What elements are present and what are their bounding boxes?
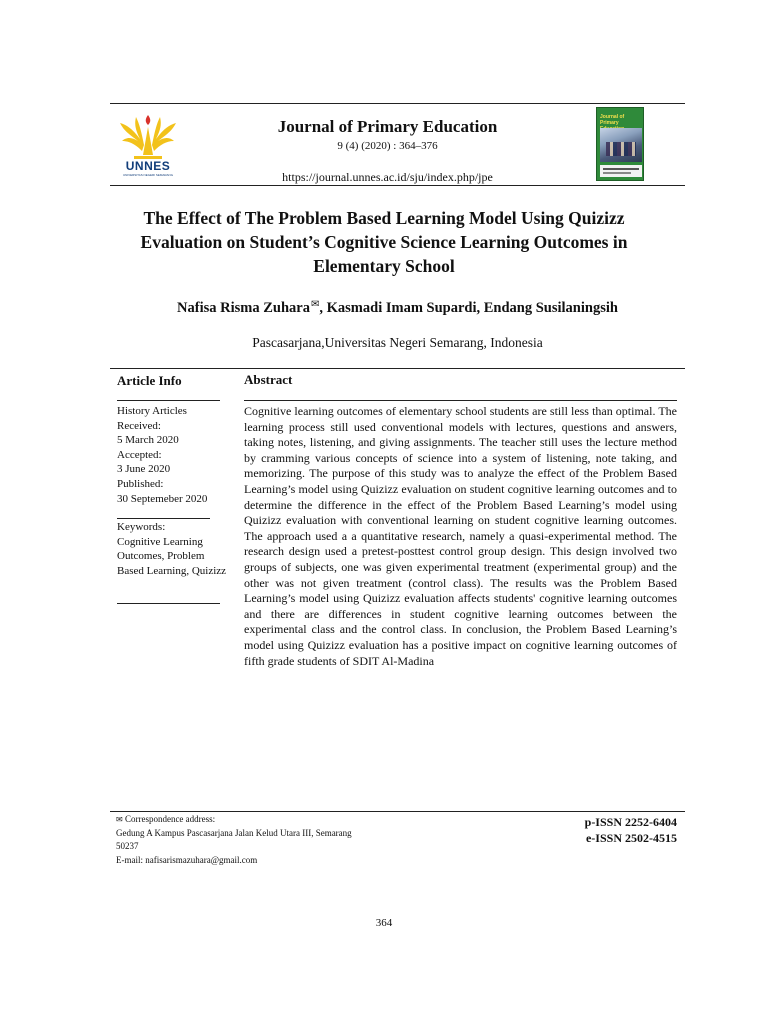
header-top-rule: [110, 103, 685, 104]
received-label: Received:: [117, 419, 161, 432]
abstract-heading: Abstract: [244, 372, 293, 387]
section-rule: [110, 368, 685, 369]
logo-subtext: UNIVERSITAS NEGERI SEMARANG: [122, 173, 174, 177]
unnes-emblem-icon: [116, 111, 180, 161]
keywords-label: Keywords:: [117, 521, 166, 533]
footer-rule: [110, 811, 685, 812]
issn-block: [540, 814, 677, 846]
envelope-icon: ✉: [116, 815, 123, 824]
page-number: 364: [375, 917, 393, 929]
article-title: The Effect of The Problem Based Learning Model Using Quizizz Evaluation on Student’s Cognitive Science Learning Outcomes in Elementary School: [140, 208, 628, 276]
info-divider: [117, 400, 220, 401]
correspondence-label: Correspondence address:: [124, 814, 216, 824]
accepted-date: 3 June 2020: [117, 463, 171, 476]
abstract-divider: [244, 400, 677, 401]
cover-strip: [600, 165, 642, 177]
published-date: 30 Septemeber 2020: [117, 492, 208, 505]
correspondence-postcode: 50237: [116, 841, 139, 851]
corresponding-author: Nafisa Risma Zuhara: [177, 300, 310, 316]
journal-cover-image: [596, 107, 644, 181]
correspondence-street: Gedung A Kampus Pascasarjana Jalan Kelud Utara III, Semarang: [116, 827, 352, 838]
article-info-heading: Article Info: [117, 373, 182, 388]
other-authors: , Kasmadi Imam Supardi, Endang Susilaningsih: [319, 300, 618, 316]
journal-title: Journal of Primary Education: [277, 117, 498, 136]
p-issn: p-ISSN 2252-6404: [584, 815, 677, 829]
info-divider: [117, 603, 220, 604]
journal-url-link[interactable]: https://journal.unnes.ac.id/sju/index.php/jpe: [282, 170, 493, 184]
logo-text: UNNES: [125, 159, 171, 173]
header-bottom-rule: [110, 185, 685, 186]
envelope-icon: ✉: [310, 299, 320, 310]
keywords: [117, 520, 229, 578]
cover-photo: [600, 128, 642, 162]
received-date: 5 March 2020: [117, 434, 179, 447]
article-history: [117, 404, 227, 506]
correspondence-address: [116, 813, 456, 867]
history-label: History Articles: [117, 405, 187, 417]
correspondence-email: E-mail: nafisarismazuhara@gmail.com: [116, 854, 258, 865]
published-label: Published:: [117, 477, 164, 490]
unnes-logo: [116, 111, 180, 181]
author-list: [110, 299, 685, 317]
cover-title: Journal of Primary: [600, 114, 625, 126]
keywords-list: Cognitive Learning Outcomes, Problem Based Learning, Quizizz: [117, 535, 227, 577]
e-issn: e-ISSN 2502-4515: [585, 831, 677, 845]
accepted-label: Accepted:: [117, 448, 162, 461]
journal-issue: 9 (4) (2020) : 364–376: [337, 140, 438, 152]
abstract-text: Cognitive learning outcomes of elementary school students are still less than optimal. The learning process still used conventional models with lectures, questions and answers, taking notes, listening, and giving assignments. The teacher still uses the lecture method by cramming various concepts of science into a system of listening, note taking, and memorizing. The purpose of this study was to analyze the effect of the Problem Based Learning’s model using Quizizz evaluation on student cognitive learning outcomes and to determine the difference in the effect of the Problem Based Learning’s model using Quizizz evaluation with conventional learning on student cognitive learning outcomes. The approach used a a quantitative research, namely a quasi-experimental method. The research design used a pretest-posttest control group design. This design involved two groups of subjects, one was given experimental treatment (experimental group) and the other was not given treatment (control class). The results was the Problem Based Learning’s model using Quizizz evaluation affects students' cognitive learning outcomes and there are differences in student cognitive learning outcomes between the experimental class and the control class. In conclusion, the Problem Based Learning’s model using Quizizz evaluation has a positive impact on cognitive learning outcomes of fifth grade students of SDIT Al-Madina: [244, 404, 677, 668]
affiliation: Pascasarjana,Universitas Negeri Semarang, Indonesia: [252, 335, 543, 350]
info-divider: [117, 518, 210, 519]
